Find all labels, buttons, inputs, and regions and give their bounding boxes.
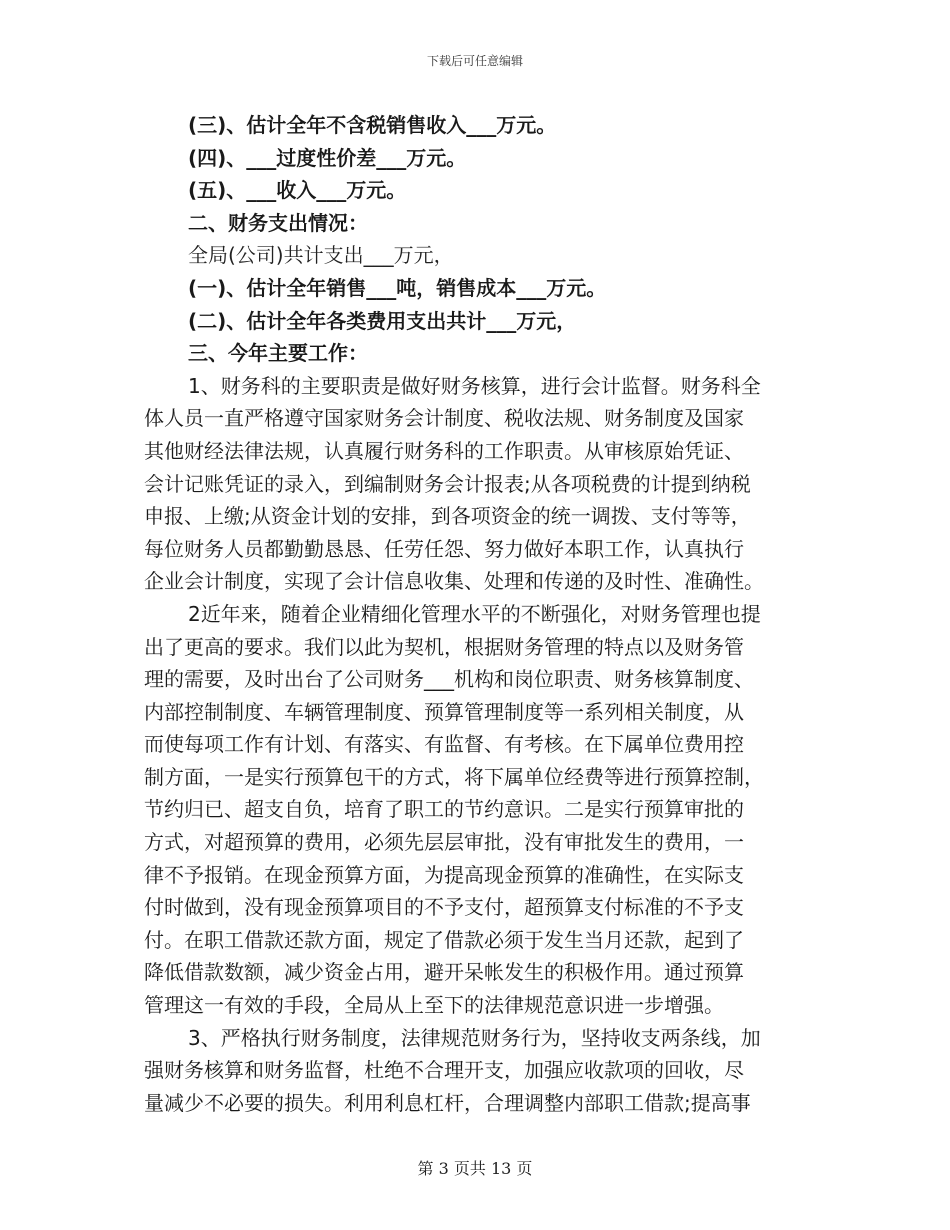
text-line: 而使每项工作有计划、有落实、有监督、有考核。在下属单位费用控 [144,732,744,757]
text-line: 3、严格执行财务制度，法律规范财务行为，坚持收支两条线，加 [188,1025,761,1050]
text-line: 2近年来，随着企业精细化管理水平的不断强化，对财务管理也提 [188,601,761,626]
text-line: 1、财务科的主要职责是做好财务核算，进行会计监督。财务科全 [188,373,761,398]
text-line: (五)、___收入___万元。 [188,178,407,203]
text-line: 二、财务支出情况： [188,210,368,235]
text-line: 付时做到，没有现金预算项目的不予支付，超预算支付标准的不予支 [144,895,744,920]
page-header: 下载后可任意编辑 [426,54,523,68]
page-footer: 第 3 页共 13 页 [417,1159,533,1178]
text-line: 会计记账凭证的录入，到编制财务会计报表;从各项税费的计提到纳税 [144,471,751,496]
text-line: 体人员一直严格遵守国家财务会计制度、税收法规、财务制度及国家 [144,406,744,431]
text-line: 强财务核算和财务监督，杜绝不合理开支，加强应收款项的回收，尽 [144,1058,744,1083]
text-line: 三、今年主要工作： [188,341,368,366]
text-line: 付。在职工借款还款方面，规定了借款必须于发生当月还款，起到了 [144,927,744,952]
text-line: 每位财务人员都勤勤恳恳、任劳任怨、努力做好本职工作，认真执行 [144,536,744,561]
text-line: 节约归已、超支自负，培育了职工的节约意识。二是实行预算审批的 [144,797,744,822]
text-line: 其他财经法律法规，认真履行财务科的工作职责。从审核原始凭证、 [144,438,744,463]
text-line: 管理这一有效的手段，全局从上至下的法律规范意识进一步增强。 [144,993,724,1018]
text-line: (四)、___过度性价差___万元。 [188,145,467,170]
text-line: 全局(公司)共计支出___万元， [188,243,454,268]
text-line: 企业会计制度，实现了会计信息收集、处理和传递的及时性、准确性。 [144,569,764,594]
text-line: (二)、估计全年各类费用支出共计___万元， [188,308,577,333]
text-line: 制方面，一是实行预算包干的方式，将下属单位经费等进行预算控制， [144,764,764,789]
text-line: 申报、上缴;从资金计划的安排，到各项资金的统一调拨、支付等等， [144,504,751,529]
text-line: 理的需要，及时出台了公司财务___机构和岗位职责、财务核算制度、 [144,667,754,692]
text-line: 量减少不必要的损失。利用利息杠杆，合理调整内部职工借款;提高事 [144,1090,751,1115]
text-line: 出了更高的要求。我们以此为契机，根据财务管理的特点以及财务管 [144,634,744,659]
text-line: 降低借款数额，减少资金占用，避开呆帐发生的积极作用。通过预算 [144,960,744,985]
text-line: 方式，对超预算的费用，必须先层层审批，没有审批发生的费用，一 [144,830,744,855]
text-line: 内部控制制度、车辆管理制度、预算管理制度等一系列相关制度，从 [144,699,744,724]
text-line: (一)、估计全年销售___吨，销售成本___万元。 [188,275,607,300]
text-line: (三)、估计全年不含税销售收入___万元。 [188,113,557,137]
text-line: 律不予报销。在现金预算方面，为提高现金预算的准确性，在实际支 [144,862,744,887]
document-body [144,109,816,1119]
